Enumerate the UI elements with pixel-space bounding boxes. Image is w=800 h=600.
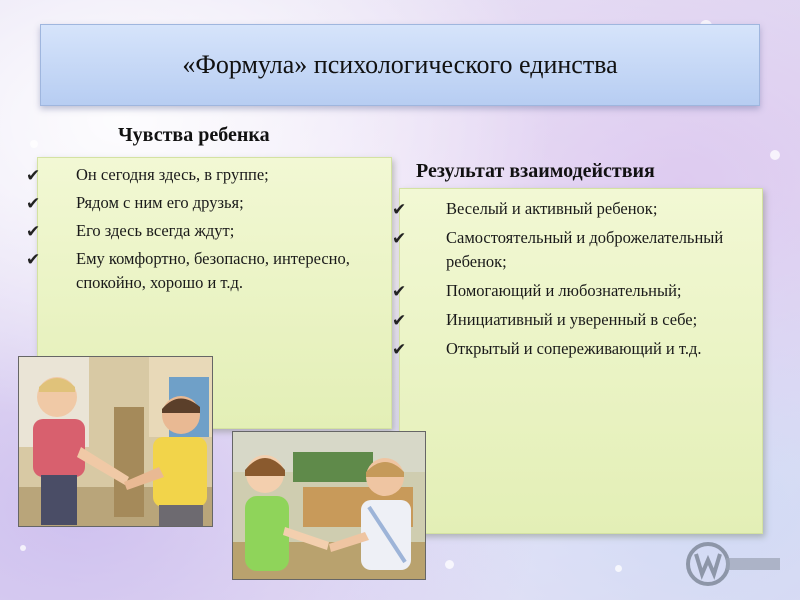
snow-dot bbox=[445, 560, 454, 569]
logo-graphic bbox=[686, 538, 782, 590]
list-item: ✔ Инициативный и уверенный в себе; bbox=[392, 310, 698, 331]
list-item: ✔ Веселый и активный ребенок; bbox=[392, 199, 658, 220]
checkmark-icon: ✔ bbox=[392, 282, 407, 302]
left-heading: Чувства ребенка bbox=[118, 124, 270, 146]
photo-illustration bbox=[233, 432, 425, 579]
checkmark-icon: ✔ bbox=[392, 200, 407, 220]
wallpapers-logo-icon bbox=[686, 538, 782, 590]
checkmark-icon: ✔ bbox=[392, 311, 407, 331]
list-item: ✔ Ему комфортно, безопасно, интересно, спокойно, хорошо и т.д. bbox=[26, 249, 350, 292]
checkmark-icon: ✔ bbox=[26, 250, 41, 270]
snow-dot bbox=[770, 150, 780, 160]
right-heading: Результат взаимодействия bbox=[416, 160, 655, 182]
checkmark-icon: ✔ bbox=[26, 166, 41, 186]
snow-dot bbox=[615, 565, 622, 572]
photo-two-boys-handshake bbox=[18, 356, 213, 527]
list-item: ✔ Самостоятельный и доброжелательный ребенок; bbox=[392, 228, 724, 271]
list-item: ✔ Его здесь всегда ждут; bbox=[26, 221, 235, 242]
snow-dot bbox=[30, 140, 38, 148]
checkmark-icon: ✔ bbox=[392, 340, 407, 360]
checkmark-icon: ✔ bbox=[26, 194, 41, 214]
checkmark-icon: ✔ bbox=[392, 229, 407, 249]
result-list bbox=[392, 197, 752, 366]
list-item: ✔ Он сегодня здесь, в группе; bbox=[26, 165, 269, 186]
list-item: ✔ Рядом с ним его друзья; bbox=[26, 193, 244, 214]
slide-title: «Формула» психологического единства bbox=[182, 50, 618, 79]
list-item: ✔ Открытый и сопереживающий и т.д. bbox=[392, 339, 702, 360]
checkmark-icon: ✔ bbox=[26, 222, 41, 242]
snow-dot bbox=[20, 545, 26, 551]
list-item: ✔ Помогающий и любознательный; bbox=[392, 281, 682, 302]
result-panel bbox=[392, 188, 763, 534]
slide-title-box bbox=[40, 24, 760, 106]
feelings-list bbox=[26, 163, 383, 299]
photo-illustration bbox=[19, 357, 212, 526]
photo-girl-and-boy-holding-hands bbox=[232, 431, 426, 580]
